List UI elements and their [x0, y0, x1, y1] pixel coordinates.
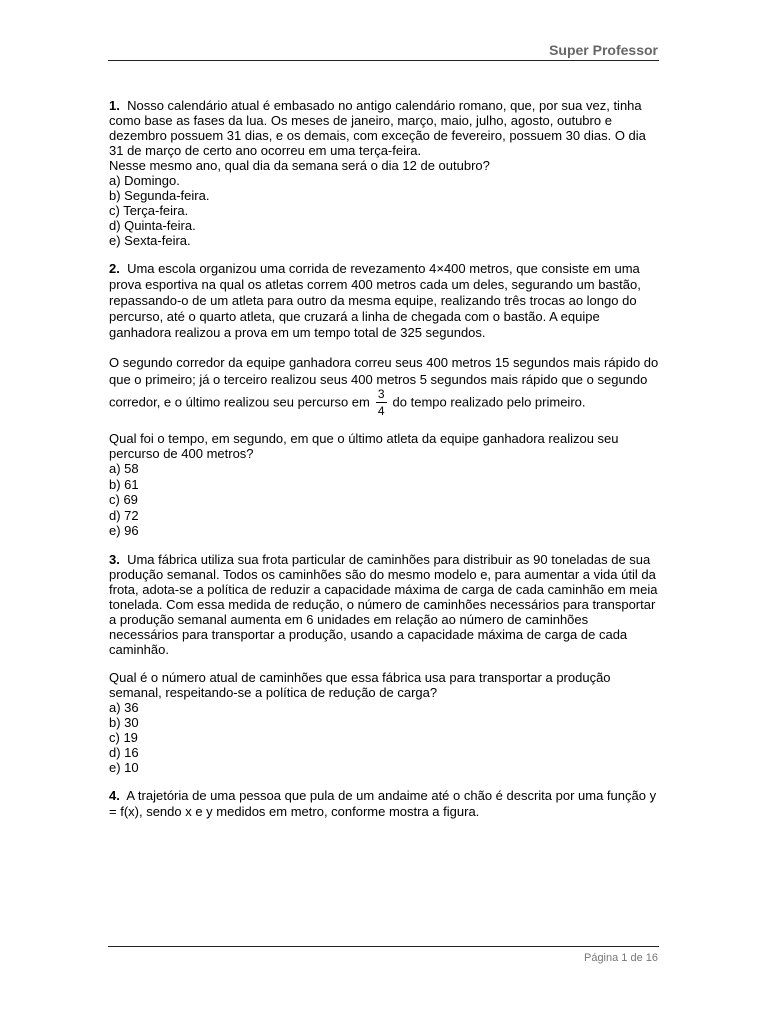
question-4-number: 4.	[109, 787, 120, 803]
question-2	[109, 261, 660, 539]
question-4	[109, 788, 660, 820]
question-2-prompt: Qual foi o tempo, em segundo, em que o último atleta da equipe ganhadora realizou seu percurso de 400 metros?	[109, 431, 619, 461]
option-a: a) 36	[109, 699, 139, 715]
question-2-text: Uma escola organizou uma corrida de revezamento 4×400 metros, que consiste em uma prova esportiva na qual os atletas correm 400 metros cada um deles, segurando um bastão, repassando-o de um atleta para outro da mesma equipe, realizando três trocas ao longo do percurso, até o quarto atleta, que cruzará a linha de chegada com o bastão. A equipe ganhadora realizou a prova em um tempo total de 325 segundos.	[109, 261, 641, 340]
header-brand: Super Professor	[549, 42, 658, 58]
fraction-three-quarters	[376, 388, 387, 418]
question-3-statement	[109, 552, 660, 657]
question-1-prompt: Nesse mesmo ano, qual dia da semana será o dia 12 de outubro?	[109, 158, 490, 173]
footer-divider	[108, 946, 659, 947]
question-1	[109, 98, 660, 248]
question-2-para2-a: O segundo corredor da equipe ganhadora correu seus 400 metros 15 segundos mais rápido do que o primeiro; já o terceiro realizou seus 400 metros 5 segundos mais rápido que o segundo corredor, e o último realizou seu percurso em	[109, 355, 659, 410]
option-b: b) 30	[109, 714, 139, 730]
option-d: d) 16	[109, 744, 139, 760]
page-content	[109, 98, 660, 833]
fraction-denominator: 4	[377, 404, 385, 418]
question-2-statement	[109, 261, 660, 341]
question-3-number: 3.	[109, 551, 120, 567]
question-2-paragraph-2	[109, 354, 660, 418]
question-1-text: Nosso calendário atual é embasado no antigo calendário romano, que, por sua vez, tinha como base as fases da lua. Os meses de janeiro, março, maio, julho, agosto, outubro e dezembro possuem 31 dias, e os demais, com exceção de fevereiro, possuem 30 dias. O dia 31 de março de certo ano ocorreu em uma terça-feira.	[109, 98, 646, 158]
question-3-options	[109, 700, 660, 775]
header-divider	[108, 60, 659, 61]
question-3	[109, 552, 660, 775]
question-3-text: Uma fábrica utiliza sua frota particular de caminhões para distribuir as 90 toneladas de sua produção semanal. Todos os caminhões são do mesmo modelo e, para aumentar a vida útil da frota, adota-se a política de reduzir a capacidade máxima de carga de cada caminhão em meia tonelada. Com essa medida de redução, o número de caminhões necessários para transportar a produção semanal aumenta em 6 unidades em relação ao número de caminhões necessários para transportar a produção, usando a capacidade máxima de carga de cada caminhão.	[109, 551, 658, 657]
page-number: Página 1 de 16	[583, 952, 658, 964]
option-e: e) 96	[109, 523, 139, 538]
fraction-numerator: 3	[377, 387, 385, 401]
option-b: b) Segunda-feira.	[109, 188, 210, 203]
option-e: e) 10	[109, 759, 139, 775]
option-b: b) 61	[109, 476, 139, 492]
option-a: a) Domingo.	[109, 173, 180, 188]
question-1-number: 1.	[109, 98, 120, 113]
option-c: c) 19	[109, 729, 138, 745]
option-c: c) 69	[109, 492, 138, 507]
option-e: e) Sexta-feira.	[109, 233, 191, 248]
question-1-statement	[109, 98, 660, 158]
question-2-options	[109, 461, 660, 539]
question-2-para2-b: do tempo realizado pelo primeiro.	[392, 394, 586, 410]
question-4-statement	[109, 788, 660, 820]
option-c: c) Terça-feira.	[109, 203, 189, 218]
question-3-prompt: Qual é o número atual de caminhões que essa fábrica usa para transportar a produção semanal, respeitando-se a política de redução de carga?	[109, 669, 611, 700]
option-d: d) 72	[109, 507, 139, 523]
question-4-text: A trajetória de uma pessoa que pula de um andaime até o chão é descrita por uma função y = f(x), sendo x e y medidos em metro, conforme mostra a figura.	[109, 787, 657, 819]
option-a: a) 58	[109, 461, 139, 476]
option-d: d) Quinta-feira.	[109, 218, 196, 233]
question-1-options	[109, 173, 660, 248]
question-2-number: 2.	[109, 261, 120, 276]
